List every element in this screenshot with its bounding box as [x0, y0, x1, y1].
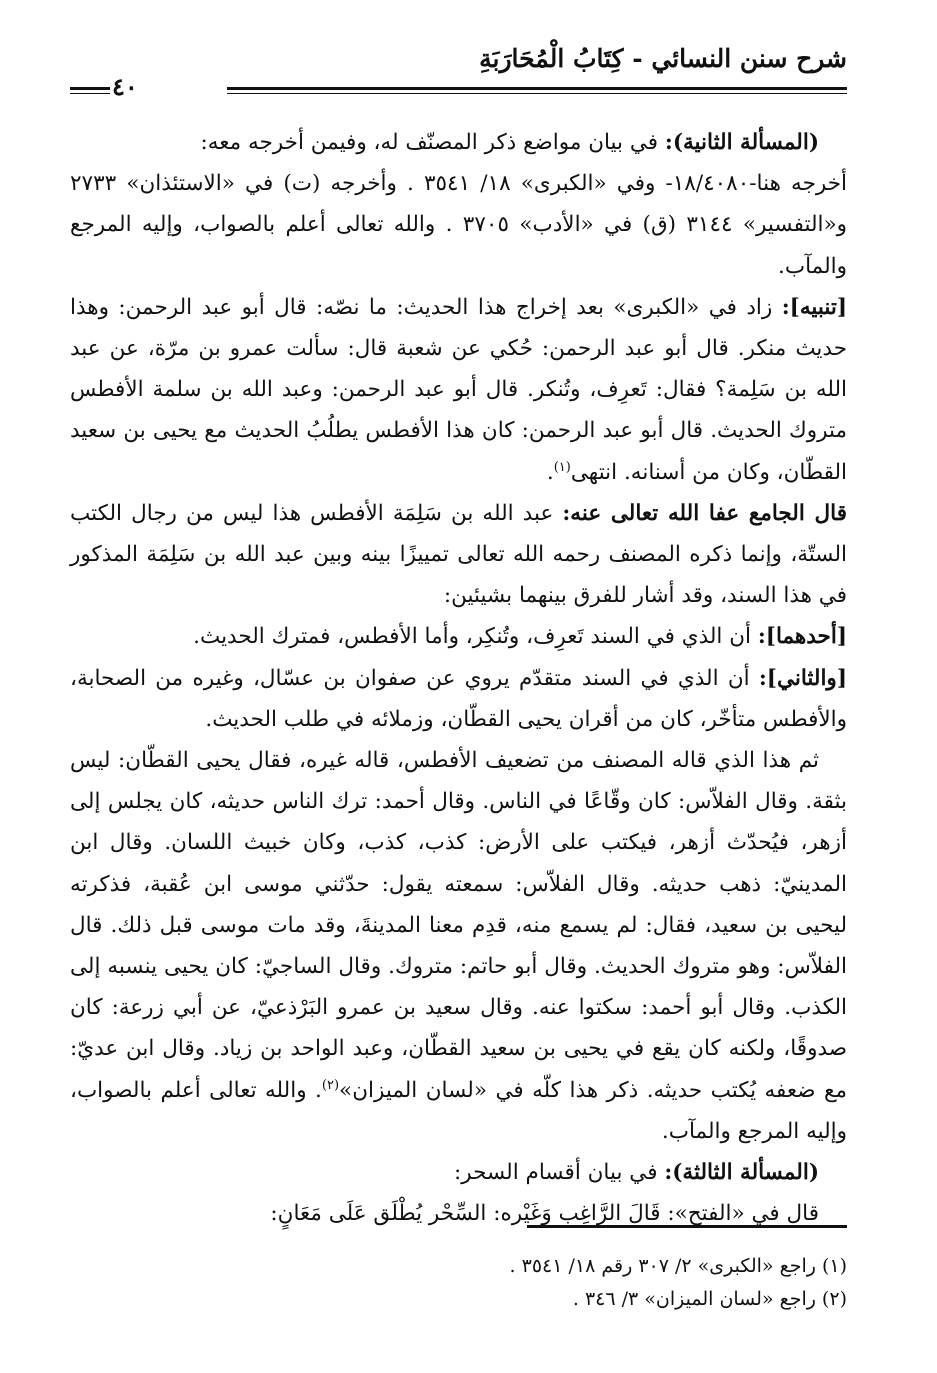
paragraph-issue-three [70, 1152, 847, 1193]
paragraph-second-point [70, 658, 847, 740]
paragraph-jami [70, 493, 847, 617]
discussion-tail: . والله تعالى أعلم بالصواب، وإليه المرجع والمآب. [70, 1077, 847, 1144]
footnote-ref-1[interactable]: (١) [553, 459, 571, 475]
takhrij-text: أخرجه هنا-١٨/٤٠٨٠- وفي «الكبرى» ١٨/ ٣٥٤١ . وأخرجه (ت) في «الاستئذان» ٢٧٣٣ و«التفسير» ٣١٤٤ (ق) في «الأدب» ٣٧٠٥ . والله تعالى أعلم بالصواب، وإليه المرجع والمآب. [70, 171, 848, 279]
paragraph-issue-two [70, 122, 847, 163]
page-number-rule [70, 87, 110, 94]
first-point-text: أن الذي في السند تَعرِف، وتُنكِر، وأما الأفطس، فمترك الحديث. [193, 624, 758, 650]
footnotes [70, 1250, 847, 1316]
issue-two-heading: (المسألة الثانية): [664, 130, 819, 155]
fath-text: قال في «الفتح»: قَالَ الرَّاغِب وَغَيْره: السِّحْر يُطْلَق عَلَى مَعَانٍ: [270, 1201, 819, 1227]
paragraph-takhrij [70, 163, 847, 287]
tanbih-tail: . [546, 459, 554, 485]
tanbih-text: زاد في «الكبرى» بعد إخراج هذا الحديث: ما نصّه: قال أبو عبد الرحمن: وهذا حديث منكر. قال أبو عبد الرحمن: حُكي عن شعبة قال: سألت عمرو بن مرّة، عن عبد الله بن سَلِمة؟ فقال: تَعرِف، وتُنكر. قال أبو عبد الرحمن: وعبد الله بن سلمة الأفطس متروك الحديث. قال أبو عبد الرحمن: كان هذا الأفطس يطلُبُ الحديث مع يحيى بن سعيد القطّان، وكان من أسنانه. انتهى [70, 294, 847, 485]
paragraph-fath [70, 1193, 847, 1234]
first-point-label: [أحدهما]: [757, 624, 847, 650]
footnote-ref-2[interactable]: (٢) [321, 1077, 340, 1093]
footnote-1: (١) راجع «الكبرى» ٢/ ٣٠٧ رقم ١٨/ ٣٥٤١ . [509, 1255, 847, 1277]
main-text [70, 122, 847, 1234]
jami-label: قال الجامع عفا الله تعالى عنه: [562, 500, 847, 526]
page-header [70, 44, 847, 104]
second-point-text: أن الذي في السند متقدّم يروي عن صفوان بن عسّال، وغيره من الصحابة، والأفطس متأخّر، كان من أقران يحيى القطّان، وزملائه في طلب الحديث. [70, 665, 847, 732]
footnote-2: (٢) راجع «لسان الميزان» ٣/ ٣٤٦ . [572, 1288, 847, 1310]
discussion-text: ثم هذا الذي قاله المصنف من تضعيف الأفطس، قاله غيره، فقال يحيى القطّان: ليس بثقة. وقال الفلاّس: كان وقّاعًا في الناس. وقال أحمد: ترك الناس حديثه، كان يجلس إلى أزهر، فيُحدّث أزهر، فيكتب على الأرض: كذب، كذب، وكان خبيث اللسان. وقال ابن المدينيّ: ذهب حديثه. وقال الفلاّس: سمعته يقول: حدّثني موسى ابن عُقبة، فذكرته ليحيى بن سعيد، فقال: لم يسمع منه، قدِم معنا المدينةَ، وقد مات موسى قبل ذلك. قال الفلاّس: وهو متروك الحديث. وقال أبو حاتم: متروك. وقال الساجيّ: كان يحيى ينسبه إلى الكذب. وقال أبو أحمد: سكتوا عنه. وقال سعيد بن عمرو البَرْذعيّ، عن أبي زرعة: كان صدوقًا، ولكنه كان يقع في يحيى بن سعيد القطّان، وعبد الواحد بن زياد. وقال ابن عديّ: مع ضعفه يُكتب حديثه. ذكر هذا كلّه في «لسان الميزان» [70, 748, 848, 1103]
running-title: شرح سنن النسائي - كِتَابُ الْمُحَارَبَةِ [479, 44, 847, 73]
paragraph-discussion [70, 740, 847, 1152]
second-point-label: [والثاني]: [758, 665, 847, 691]
issue-two-text: في بيان مواضع ذكر المصنّف له، وفيمن أخرجه معه: [200, 130, 665, 155]
issue-three-text: في بيان أقسام السحر: [453, 1160, 665, 1186]
jami-text: عبد الله بن سَلِمَة الأفطس هذا ليس من رجال الكتب الستّة، وإنما ذكره المصنف رحمه الله تعالى تمييزًا بينه وبين عبد الله بن سَلِمَة المذكور في هذا السند، وقد أشار للفرق بينهما بشيئين: [70, 500, 847, 609]
issue-three-heading: (المسألة الثالثة): [664, 1160, 819, 1186]
paragraph-first-point [70, 616, 847, 657]
footnote-separator [527, 1225, 847, 1228]
paragraph-tanbih [70, 287, 847, 493]
header-rule [227, 87, 847, 94]
tanbih-label: [تنبيه]: [781, 294, 847, 320]
page-number: ٤٠ [112, 72, 138, 101]
